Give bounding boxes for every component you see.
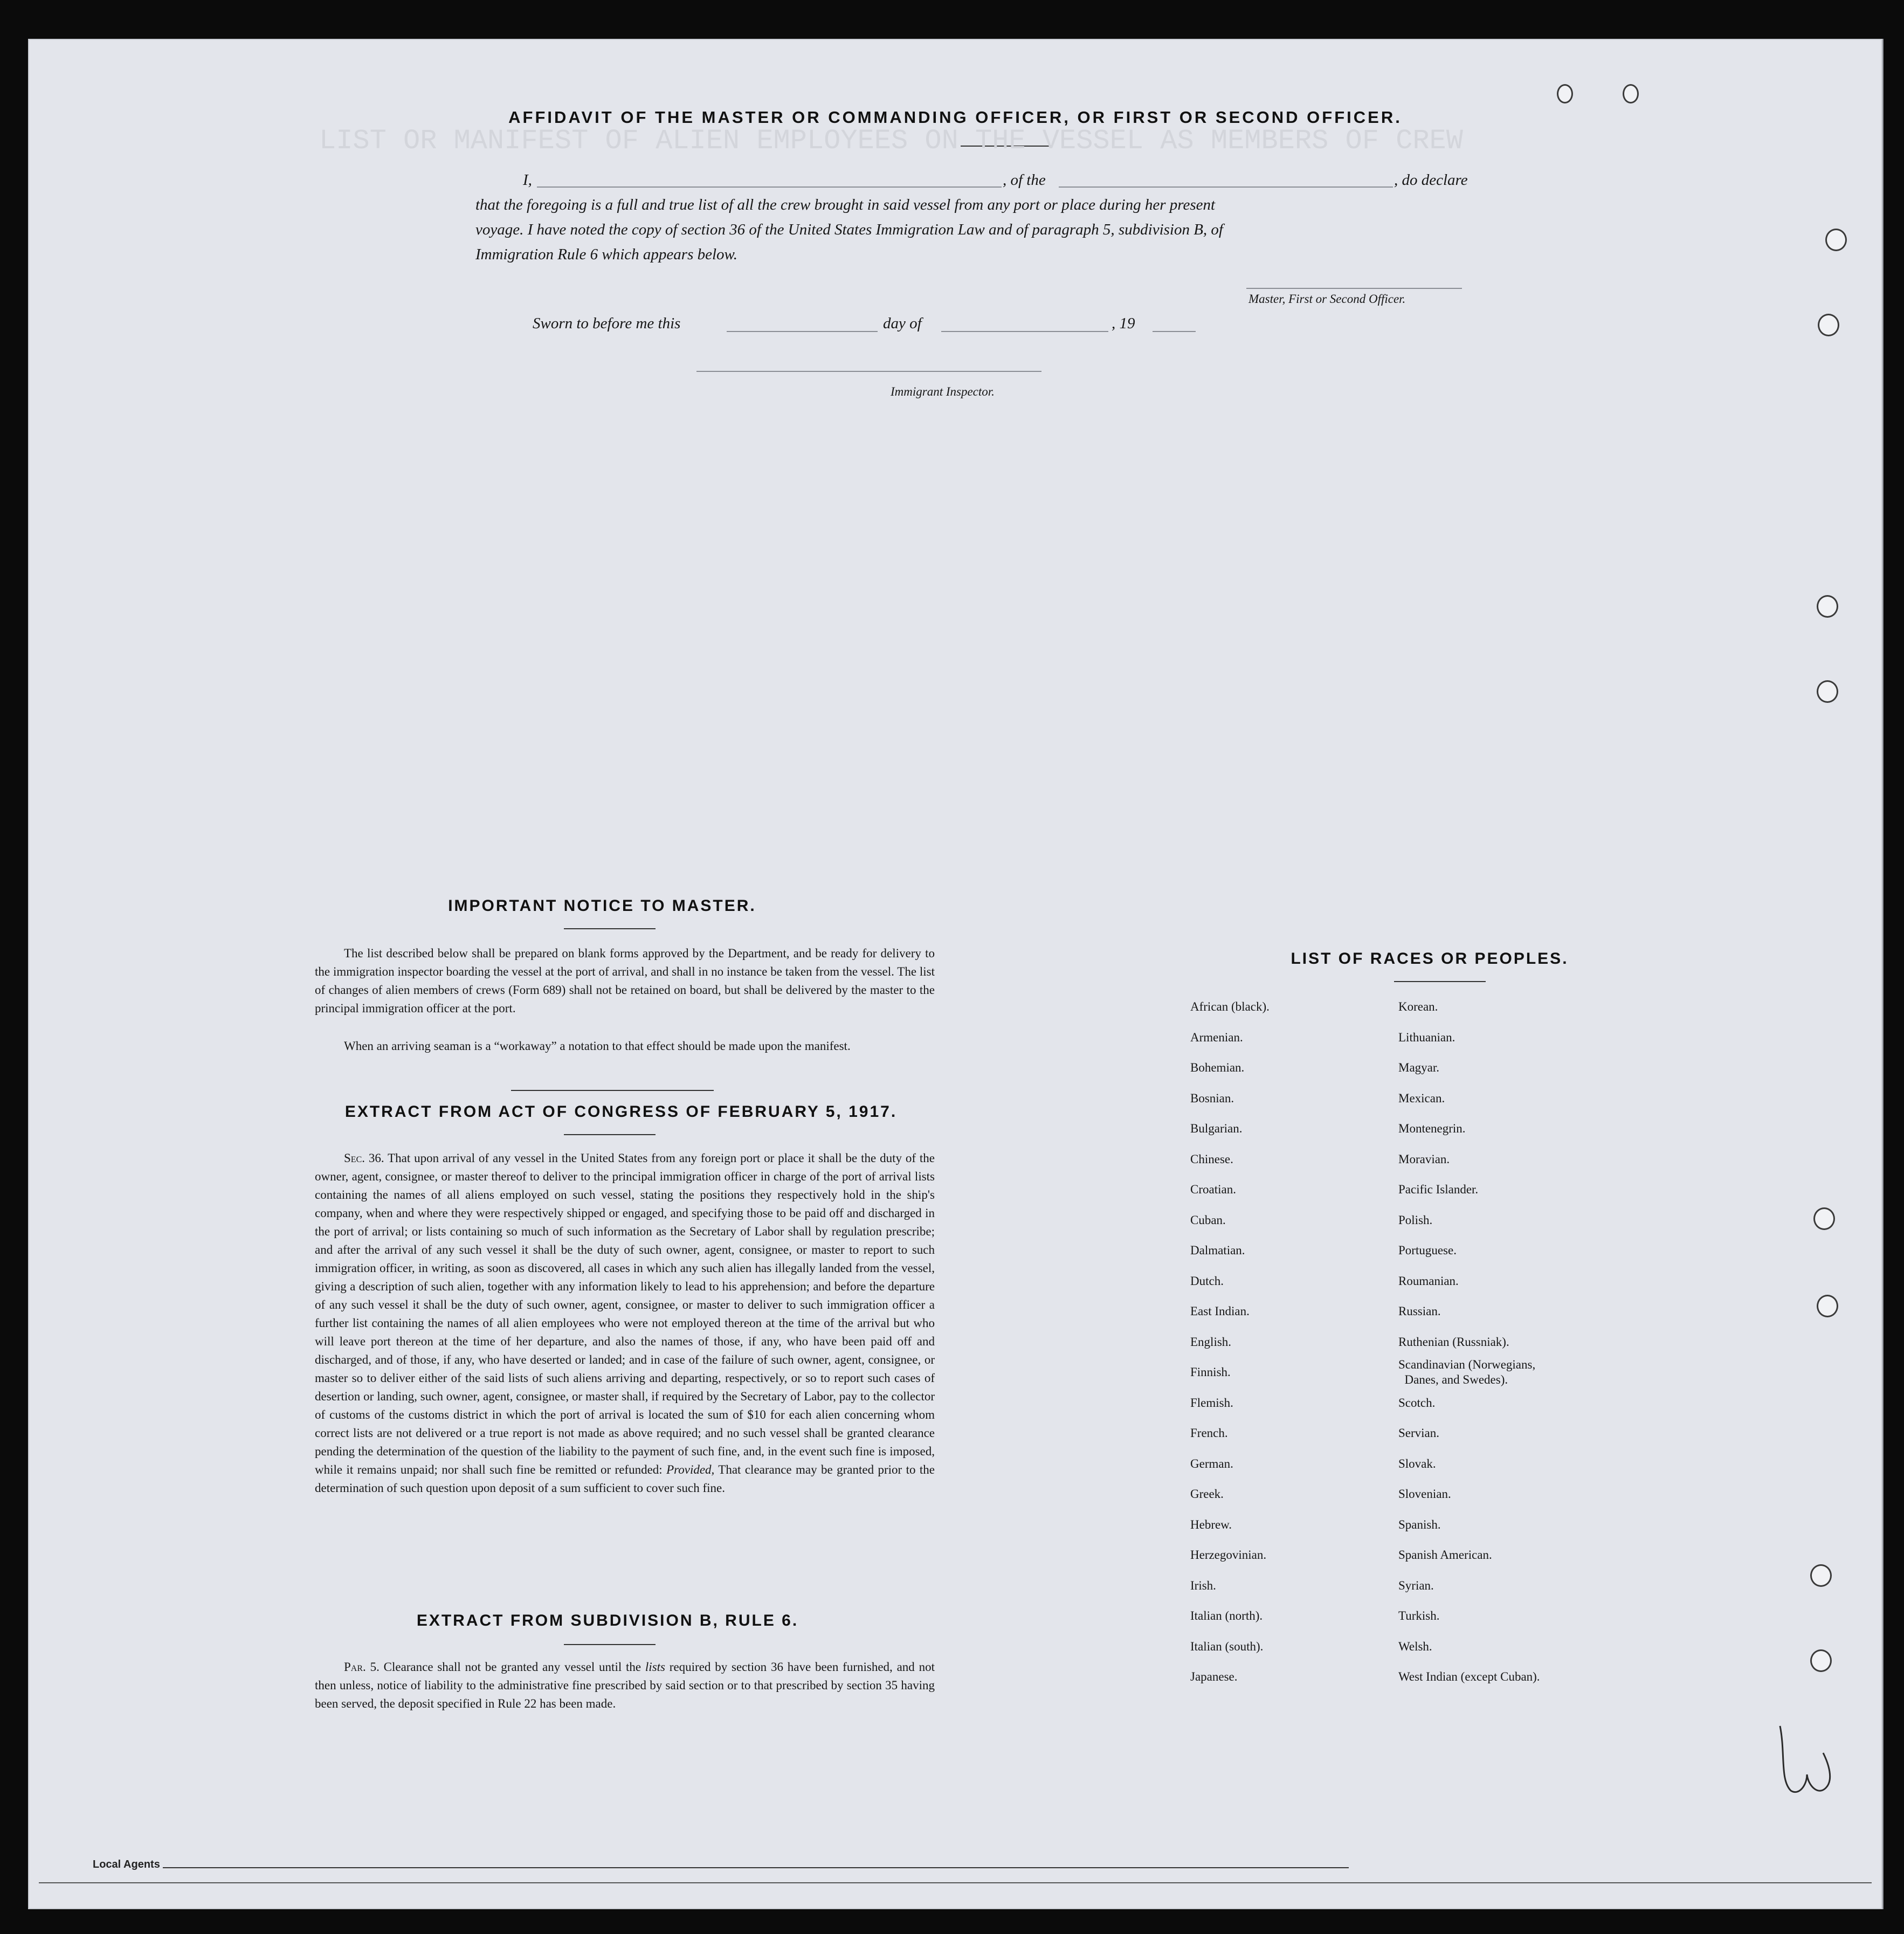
- race-item: Japanese.: [1190, 1670, 1238, 1683]
- races-title-rule: [1394, 981, 1486, 982]
- race-item: Slovenian.: [1398, 1487, 1451, 1501]
- race-item: Magyar.: [1398, 1061, 1440, 1074]
- sworn-year-field[interactable]: [1153, 331, 1196, 332]
- binder-hole: [1813, 1207, 1835, 1230]
- lists-word: lists: [645, 1660, 665, 1674]
- extract-rule-title-rule: [564, 1644, 656, 1645]
- race-item: Bohemian.: [1190, 1061, 1245, 1074]
- race-item: French.: [1190, 1426, 1228, 1440]
- inspector-signature-line[interactable]: [696, 371, 1041, 372]
- race-item: Mexican.: [1398, 1091, 1445, 1105]
- race-item: German.: [1190, 1456, 1233, 1470]
- notice-title: IMPORTANT NOTICE TO MASTER.: [448, 897, 756, 915]
- affidavit-title: AFFIDAVIT OF THE MASTER OR COMMANDING OFFICER, OR FIRST OR SECOND OFFICER.: [508, 108, 1402, 127]
- race-item: Dutch.: [1190, 1274, 1224, 1288]
- race-item: Lithuanian.: [1398, 1030, 1455, 1044]
- day-of-label: day of: [883, 315, 922, 332]
- notice-separator-rule: [511, 1090, 714, 1091]
- race-item: Dalmatian.: [1190, 1244, 1245, 1257]
- master-signature-caption: Master, First or Second Officer.: [1248, 292, 1406, 306]
- year-prefix-label: , 19: [1112, 315, 1135, 332]
- race-item: Servian.: [1398, 1426, 1440, 1440]
- binder-hole: [1818, 314, 1839, 336]
- race-item: Croatian.: [1190, 1183, 1236, 1196]
- provided-label: Provided,: [666, 1463, 715, 1476]
- race-item: Montenegrin.: [1398, 1122, 1466, 1135]
- affidavit-do-declare-label: , do declare: [1394, 171, 1468, 189]
- document-page: [28, 39, 1882, 1909]
- race-item: Cuban.: [1190, 1213, 1226, 1227]
- race-item: Bulgarian.: [1190, 1122, 1243, 1135]
- local-agents-label: Local Agents: [93, 1859, 160, 1870]
- section-36-text-end: That clearance may be granted prior to the determination of such question upon deposit of a sum sufficient to cover such fine.: [315, 1463, 935, 1495]
- race-item: Scandinavian (Norwegians, Danes, and Swedes).: [1398, 1358, 1536, 1386]
- race-item: African (black).: [1190, 1000, 1270, 1013]
- ghost-header: LIST OR MANIFEST OF ALIEN EMPLOYEES ON THE VESSEL AS MEMBERS OF CREW: [319, 125, 1463, 157]
- affidavit-statement-line2: voyage. I have noted the copy of section 36 of the United States Immigration Law and of paragraph 5, subdivision B, of: [475, 221, 1223, 238]
- rule-text-a: Clearance shall not be granted any vessel until the: [383, 1660, 641, 1674]
- race-item: Polish.: [1398, 1213, 1433, 1227]
- race-item: Italian (north).: [1190, 1609, 1263, 1622]
- races-left-column: [1190, 992, 1270, 1693]
- race-item: Irish.: [1190, 1578, 1216, 1592]
- extract-act-title-rule: [564, 1134, 656, 1135]
- races-right-column: [1398, 992, 1540, 1693]
- race-item: English.: [1190, 1335, 1232, 1349]
- extract-act-title: EXTRACT FROM ACT OF CONGRESS OF FEBRUARY 5, 1917.: [344, 1103, 898, 1121]
- extract-act-body: [315, 1149, 935, 1497]
- affidavit-statement-line3: Immigration Rule 6 which appears below.: [475, 246, 737, 263]
- binder-hole: [1623, 84, 1639, 103]
- race-item: Scotch.: [1398, 1396, 1436, 1410]
- binder-hole: [1810, 1649, 1832, 1672]
- race-item: Russian.: [1398, 1304, 1441, 1318]
- handwritten-mark: [1769, 1721, 1839, 1801]
- notice-paragraph-1: The list described below shall be prepared on blank forms approved by the Department, and be ready for delivery to the immigration inspector boarding the vessel at the port of arrival, and shall in no instance be taken from the vessel. The list of changes of alien members of crews (Form 689) shall not be retained on board, but shall be delivered by the master to the principal immigration officer at the port.: [315, 947, 935, 1015]
- vessel-name-field[interactable]: [1059, 187, 1393, 188]
- race-item: Turkish.: [1398, 1609, 1440, 1622]
- affidavit-i-label: I,: [523, 171, 532, 189]
- race-item: Hebrew.: [1190, 1517, 1232, 1531]
- notice-paragraph-2: When an arriving seaman is a “workaway” a notation to that effect should be made upon the manifest.: [344, 1039, 851, 1053]
- affidavit-of-the-label: , of the: [1003, 171, 1046, 189]
- race-item: Spanish.: [1398, 1517, 1441, 1531]
- inspector-caption: Immigrant Inspector.: [891, 385, 995, 398]
- page-edge: [1882, 39, 1884, 1909]
- race-item: Finnish.: [1190, 1365, 1231, 1379]
- binder-hole: [1557, 84, 1573, 103]
- race-item: Korean.: [1398, 1000, 1438, 1013]
- section-36-text: That upon arrival of any vessel in the United States from any foreign port or place it shall be the duty of the owner, agent, consignee, or master thereof to deliver to the principal immigration officer in charge of the port of arrival lists containing the names of all aliens employed on such vessel, stating the positions they respectively hold in the ship's company, when and where they were respectively shipped or engaged, and specifying those to be paid off and discharged in the port of arrival; or lists containing so much of such information as the Secretary of Labor shall by regulation prescribe; and after the arrival of any such vessel it shall be the duty of such owner, agent, consignee, or master to report to such immigration officer, in writing, as soon as discovered, all cases in which any such alien has illegally landed from the vessel, giving a description of such alien, together with any information likely to lead to his apprehension; and before the departure of any such vessel it shall be the duty of such owner, agent, consignee, or master to deliver to such immigration officer a further list containing the names of all alien employees who were not employed thereon at the time of the arrival but who will leave port thereon at the time of her departure, and also the names of those, if any, who have been paid off and discharged, and of those, if any, who have deserted or landed; and in case of the failure of such owner, agent, consignee, or master so to deliver either of the said lists of such aliens arriving and departing, respectively, or so to report such cases of desertion or landing, such owner, agent, consignee, or master shall, if required by the Secretary of Labor, pay to the collector of customs of the customs district in which the port of arrival is located the sum of $10 for each alien concerning whom correct lists are not delivered or a true report is not made as above required; and no such vessel shall be granted clearance pending the determination of the question of the liability to the payment of such fine, and, in the event such fine is imposed, while it remains unpaid; nor shall such fine be remitted or refunded:: [315, 1151, 935, 1476]
- sworn-month-field[interactable]: [941, 331, 1108, 332]
- race-item: Moravian.: [1398, 1152, 1450, 1166]
- race-item: Bosnian.: [1190, 1091, 1234, 1105]
- race-item: Ruthenian (Russniak).: [1398, 1335, 1509, 1349]
- race-item: Spanish American.: [1398, 1548, 1492, 1562]
- race-item: Italian (south).: [1190, 1639, 1264, 1653]
- sworn-day-field[interactable]: [727, 331, 878, 332]
- extract-rule-body: [315, 1658, 935, 1713]
- race-item: East Indian.: [1190, 1304, 1250, 1318]
- race-item: West Indian (except Cuban).: [1398, 1670, 1540, 1683]
- binder-hole: [1817, 1295, 1838, 1317]
- race-item: Syrian.: [1398, 1578, 1434, 1592]
- race-item: Flemish.: [1190, 1396, 1233, 1410]
- master-name-field[interactable]: [537, 187, 1002, 188]
- race-item: Pacific Islander.: [1398, 1183, 1479, 1196]
- master-signature-line[interactable]: [1246, 288, 1462, 289]
- binder-hole: [1825, 229, 1847, 251]
- race-item: Herzegovinian.: [1190, 1548, 1267, 1562]
- affidavit-statement-line1: that the foregoing is a full and true list of all the crew brought in said vessel from any port or place during her present: [475, 196, 1216, 213]
- paragraph-label: Par. 5.: [344, 1660, 380, 1674]
- race-item: Greek.: [1190, 1487, 1224, 1501]
- race-item: Slovak.: [1398, 1456, 1436, 1470]
- race-item: Armenian.: [1190, 1030, 1243, 1044]
- rule-text-b: required by section 36 have been furnished, and not then unless, notice of liability to the administrative fine prescribed by said section or to that prescribed by section 35 having been served, the deposit specified in Rule 22 has been made.: [315, 1660, 935, 1710]
- local-agents-line: [163, 1867, 1349, 1868]
- binder-hole: [1817, 595, 1838, 618]
- race-item: Chinese.: [1190, 1152, 1233, 1166]
- notice-title-rule: [564, 928, 656, 929]
- race-item: Welsh.: [1398, 1639, 1432, 1653]
- sworn-label: Sworn to before me this: [533, 315, 681, 332]
- section-label: Sec. 36.: [344, 1151, 384, 1165]
- race-item: Roumanian.: [1398, 1274, 1459, 1288]
- binder-hole: [1810, 1564, 1832, 1587]
- races-title: LIST OF RACES OR PEOPLES.: [1291, 950, 1569, 968]
- extract-rule-title: EXTRACT FROM SUBDIVISION B, RULE 6.: [416, 1612, 799, 1629]
- binder-hole: [1817, 680, 1838, 703]
- bottom-rule: [39, 1882, 1872, 1883]
- race-item: Portuguese.: [1398, 1244, 1457, 1257]
